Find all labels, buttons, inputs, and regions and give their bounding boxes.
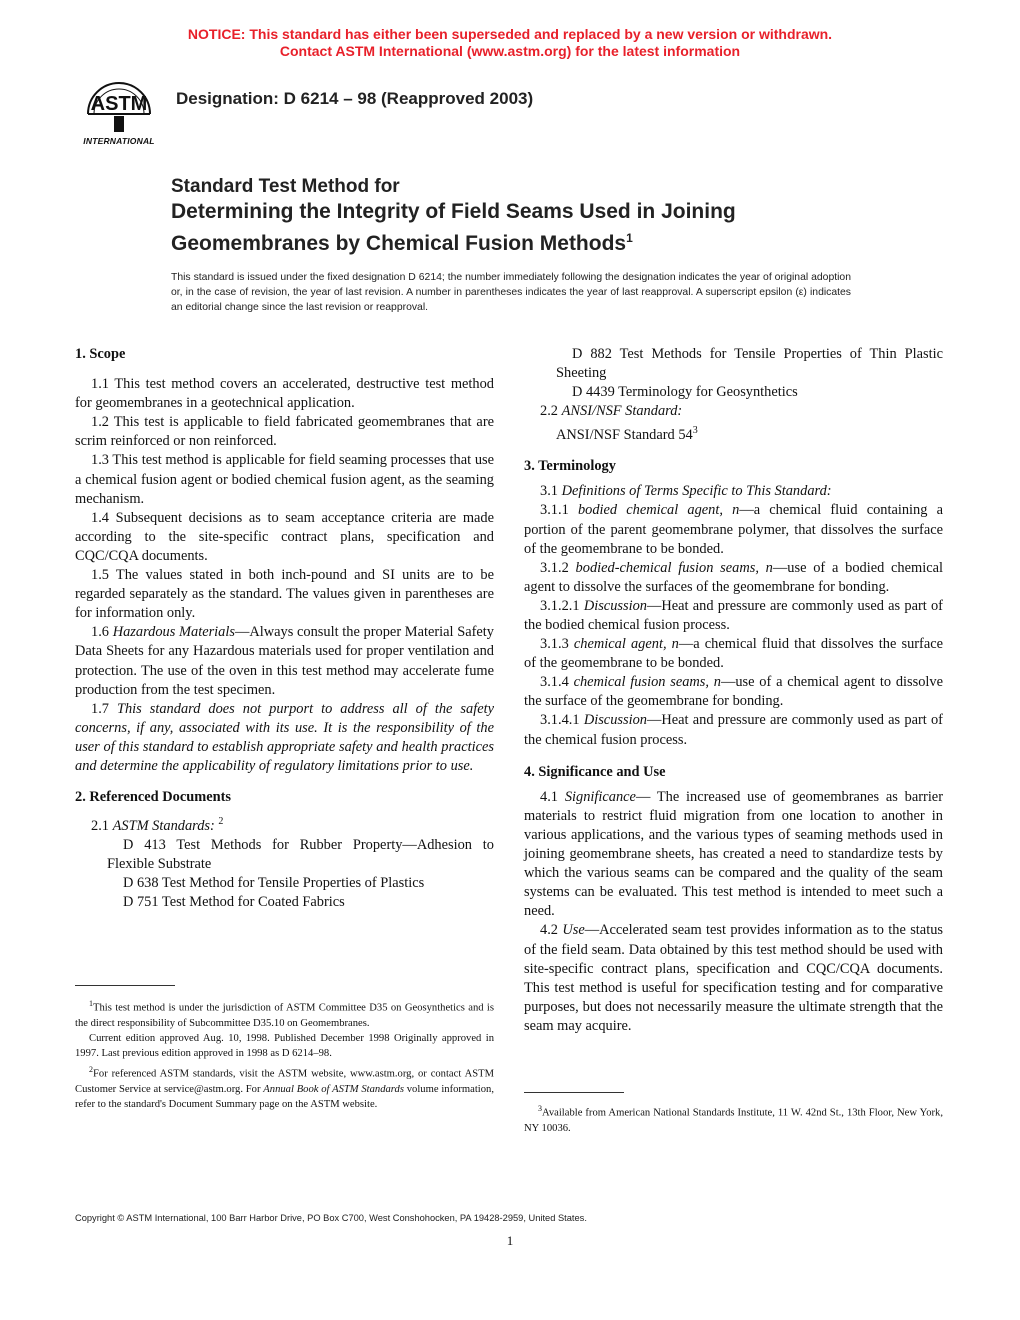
paragraph-1-7 [75, 700, 494, 776]
footnote-2 [75, 1062, 494, 1112]
footnote-mark: 3 [692, 425, 698, 437]
paragraph-number: 3.1.1 [540, 502, 569, 519]
footnote-text: This test method is under the jurisdiction of ASTM Committee D35 on Geosynthetics and is the direct responsibility of Subcommittee D35.10 on Geomembranes. [75, 1002, 494, 1029]
paragraph-number: 4.1 [540, 788, 558, 805]
paragraph-number: 3.1.4 [540, 674, 569, 691]
paragraph-number: 3.1.3 [540, 636, 569, 653]
paragraph-text: —Accelerated seam test provides information as to the status of the field seam. Data obtained by this test method should be used with site-specific contract plans, specification and CQC/CQA documents. This test method is useful for specification testing and for comparative purposes, but does not necessarily measure the ultimate strength that the seam may acquire. [524, 922, 943, 1034]
paragraph-text: — The increased use of geomembranes as barrier materials to restrict fluid migration from one location to another in various applications, and the various types of seaming methods used in joining geomembrane sheets, has created a need to standardize tests by which the various seams can be compared and the quality of the seam systems can be evaluated. This test method is intended to meet such a need. [524, 788, 943, 920]
document-title [171, 175, 871, 257]
withdrawal-notice [0, 26, 1020, 60]
term: bodied chemical agent, n [577, 502, 740, 519]
footnote-italic: Annual Book of ASTM Standards [263, 1083, 404, 1095]
paragraph-3-1-3 [524, 635, 943, 673]
title-line-1: Standard Test Method for [171, 176, 400, 197]
reference-ansi-nsf-54 [524, 421, 943, 445]
reference-d882: D 882 Test Methods for Tensile Properties of Thin Plastic Sheeting [556, 346, 943, 382]
reference-text: ANSI/NSF Standard 54 [556, 427, 693, 444]
paragraph-text: —use of a chemical agent to dissolve the surface of the geomembrane for bonding. [524, 674, 943, 710]
paragraph-3-1-4-1 [524, 711, 943, 749]
term: ASTM Standards: [112, 817, 215, 834]
designation: Designation: D 6214 – 98 (Reapproved 2003) [176, 89, 534, 108]
paragraph-3-1-4 [524, 673, 943, 711]
footnote-1 [75, 996, 494, 1031]
term: chemical fusion seams, n [573, 674, 721, 691]
title-line-2: Determining the Integrity of Field Seams Used in Joining [171, 200, 736, 223]
left-column [75, 345, 494, 912]
reference-d4439: D 4439 Terminology for Geosynthetics [572, 384, 798, 401]
page-number: 1 [506, 1233, 514, 1248]
paragraph-text: —Always consult the proper Material Safety Data Sheets for any Hazardous materials used for proper ventilation and protection. The use of the oven in this test method may accelerate fume production from the test specimen. [75, 624, 494, 698]
astm-logo-mark [78, 74, 160, 136]
paragraph-text: —Heat and pressure are commonly used as part of the bodied chemical fusion process. [524, 597, 943, 634]
paragraph-1-2: 1.2 This test is applicable to field fabricated geomembranes that are scrim reinforced or non reinforced. [75, 414, 494, 450]
logo-text: ASTM [90, 93, 148, 115]
paragraph-1-3: 1.3 This test method is applicable for field seaming processes that use a chemical fusion agent or bodied chemical fusion agent, as the seaming mechanism. [75, 452, 494, 507]
paragraph-text: —Heat and pressure are commonly used as part of the chemical fusion process. [524, 712, 943, 748]
footnote-1-approval: Current edition approved Aug. 10, 1998. Published December 1998 Originally approved in 1997. Last previous edition approved in 1998 as D 6214–98. [75, 1033, 494, 1060]
section-heading-scope: 1. Scope [75, 346, 126, 362]
paragraph-2-2 [524, 402, 943, 421]
paragraph-text: —use of a bodied chemical agent to dissolve the surfaces of the geomembrane for bonding. [524, 559, 943, 595]
notice-line-1: NOTICE: This standard has either been superseded and replaced by a new version or withdrawn. [187, 26, 833, 42]
issuance-note: This standard is issued under the fixed designation D 6214; the number immediately following the designation indicates the year of original adoption or, in the case of revision, the year of last revision. A number in parentheses indicates the year of last reapproval. A superscript epsilon (ε) indicates an editorial change since the last revision or reapproval. [171, 272, 851, 313]
paragraph-number: 3.1.4.1 [540, 712, 580, 729]
paragraph-number: 1.7 [91, 700, 109, 717]
title-footnote-mark: 1 [626, 231, 633, 245]
paragraph-number: 3.1.2.1 [540, 597, 580, 614]
footnote-text: Available from American National Standards Institute, 11 W. 42nd St., 13th Floor, New York, NY 10036. [524, 1107, 943, 1134]
section-heading-referenced-documents: 2. Referenced Documents [75, 789, 231, 806]
paragraph-4-1 [524, 788, 943, 922]
term: Definitions of Terms Specific to This Standard: [561, 483, 832, 500]
reference-d413: D 413 Test Methods for Rubber Property—Adhesion to Flexible Substrate [107, 837, 494, 873]
term: ANSI/NSF Standard: [561, 403, 683, 420]
astm-logo [78, 74, 160, 148]
section-heading-terminology: 3. Terminology [524, 458, 616, 475]
paragraph-number: 3.1 [540, 483, 558, 500]
paragraph-1-5: 1.5 The values stated in both inch-pound and SI units are to be regarded separately as the standard. The values given in parentheses are for information only. [75, 567, 494, 622]
paragraph-1-1: 1.1 This test method covers an accelerated, destructive test method for geomembranes in a geotechnical application. [75, 376, 494, 412]
paragraph-number: 4.2 [540, 922, 558, 939]
paragraph-text: This standard does not purport to address all of the safety concerns, if any, associated with its use. It is the responsibility of the user of this standard to establish appropriate safety and health practices and determine the applicability of regulatory limitations prior to use. [75, 700, 494, 774]
paragraph-3-1-2 [524, 559, 943, 597]
paragraph-number: 1.6 [91, 624, 109, 641]
footnote-text: For referenced ASTM standards, visit the ASTM website, www.astm.org, or contact ASTM Customer Service at service@astm.org. For [75, 1068, 494, 1095]
notice-line-2: Contact ASTM International (www.astm.org) for the latest information [279, 43, 741, 59]
paragraph-4-2 [524, 921, 943, 1036]
footnote-3 [524, 1101, 943, 1136]
right-column [524, 345, 943, 1036]
footnote-mark: 1 [89, 999, 93, 1008]
footnote-rule-left [75, 985, 175, 986]
paragraph-text: —a chemical fluid containing a portion of the parent geomembrane polymer, that dissolves the surface of the geomembrane to be bonded. [524, 502, 943, 557]
title-line-3: Geomembranes by Chemical Fusion Methods [171, 232, 627, 255]
logo-subtext: INTERNATIONAL [83, 136, 155, 146]
term: Hazardous Materials [112, 624, 235, 641]
section-heading-significance: 4. Significance and Use [524, 763, 666, 780]
footnote-mark: 2 [89, 1064, 93, 1074]
footnote-mark: 3 [538, 1104, 542, 1113]
paragraph-3-1 [524, 482, 943, 501]
paragraph-3-1-1 [524, 501, 943, 558]
paragraph-1-6 [75, 623, 494, 699]
term: Significance [564, 788, 636, 805]
term: bodied-chemical fusion seams, n [575, 559, 773, 576]
paragraph-number: 3.1.2 [540, 559, 569, 576]
footnote-mark: 2 [218, 816, 224, 828]
copyright-line: Copyright © ASTM International, 100 Barr Harbor Drive, PO Box C700, West Conshohocken, PA 19428-2959, United States. [75, 1213, 587, 1223]
reference-d638: D 638 Test Method for Tensile Properties of Plastics [123, 875, 425, 892]
footnote-text: volume information, refer to the standard's Document Summary page on the ASTM website. [75, 1083, 494, 1110]
paragraph-text: —a chemical fluid that dissolves the surface of the geomembrane to be bonded. [524, 636, 944, 672]
footnotes-right [524, 1101, 943, 1136]
footnotes-left [75, 996, 494, 1112]
term: Discussion [583, 597, 647, 614]
term: chemical agent, n [573, 636, 679, 653]
paragraph-number: 2.1 [91, 817, 109, 834]
paragraph-2-1 [75, 812, 494, 836]
paragraph-3-1-2-1 [524, 597, 943, 635]
reference-d751: D 751 Test Method for Coated Fabrics [123, 894, 345, 911]
footnote-rule-right [524, 1092, 624, 1093]
paragraph-1-4: 1.4 Subsequent decisions as to seam acceptance criteria are made according to the site-specific contract plans, specification and CQC/CQA documents. [75, 509, 494, 564]
term: Discussion [583, 712, 647, 729]
term: Use [562, 922, 585, 939]
paragraph-number: 2.2 [540, 403, 558, 420]
